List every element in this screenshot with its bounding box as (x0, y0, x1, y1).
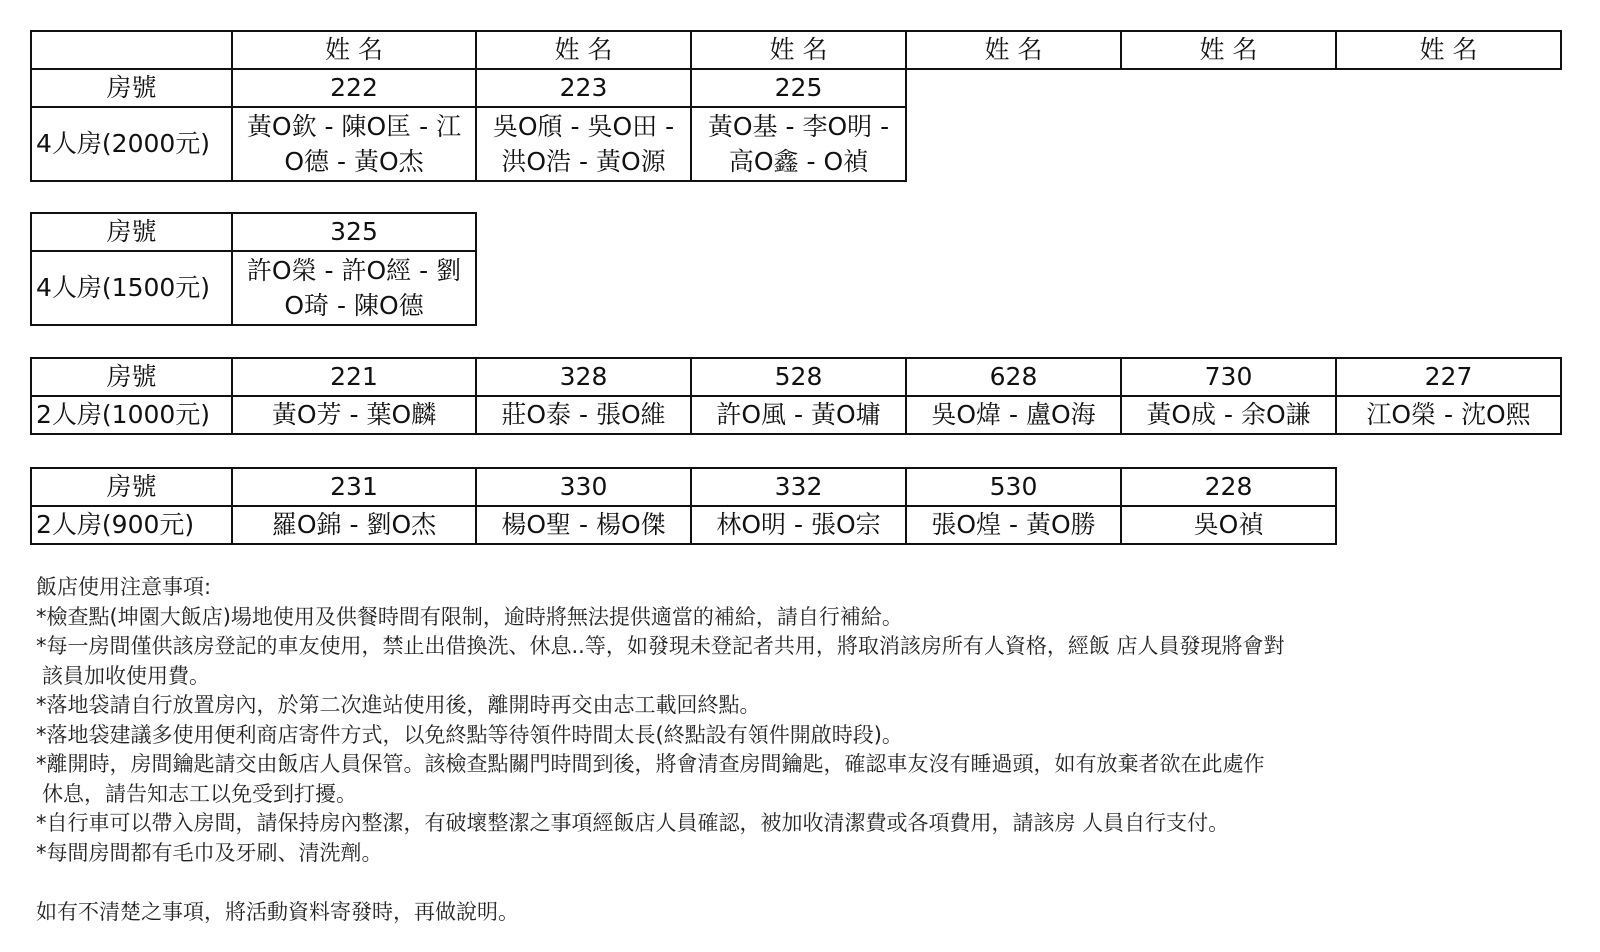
occupant-line: 洪O浩 - 黃O源 (501, 147, 666, 176)
room-number-row (31, 468, 1336, 506)
name-header: 姓 名 (691, 31, 906, 69)
room-table-4p-1500 (30, 212, 477, 326)
occupant-line: 黃O基 - 李O明 - (707, 112, 890, 141)
occupant-line: 吳O頎 - 吳O田 - (492, 112, 675, 141)
occupant-names: 許O風 - 黃O墉 (691, 396, 906, 434)
occupant-names: 羅O錦 - 劉O杰 (232, 506, 476, 544)
occupant-line: O琦 - 陳O德 (284, 291, 424, 320)
room-table-2p-900 (30, 467, 1337, 545)
room-label: 房號 (31, 213, 232, 251)
note-line: *檢查點(坤園大飯店)場地使用及供餐時間有限制，逾時將無法提供適當的補給，請自行補給。 (36, 604, 903, 629)
occupant-row (31, 107, 1561, 181)
note-line: *落地袋請自行放置房內，於第二次進站使用後，離開時再交由志工載回終點。 (36, 693, 761, 717)
occupant-names (476, 107, 691, 181)
room-number-row (31, 213, 476, 251)
room-label: 房號 (31, 358, 232, 396)
occupant-names: 江O榮 - 沈O熙 (1336, 396, 1561, 434)
room-label: 房號 (31, 468, 232, 506)
occupant-names: 黃O芳 - 葉O麟 (232, 396, 476, 434)
name-header-row (31, 31, 1561, 69)
room-table-2p-1000 (30, 357, 1562, 435)
room-number-row (31, 69, 1561, 107)
note-line: *離開時，房間鑰匙請交由飯店人員保管。該檢查點關門時間到後，將會清查房間鑰匙，確認車友沒有睡過頭，如有放棄者欲在此處作 (36, 752, 1265, 776)
occupant-names: 莊O泰 - 張O維 (476, 396, 691, 434)
room-number: 530 (906, 468, 1121, 506)
note-line: *自行車可以帶入房間，請保持房內整潔，有破壞整潔之事項經飯店人員確認，被加收清潔費或各項費用，請該房 人員自行支付。 (36, 811, 1230, 835)
room-number: 325 (232, 213, 476, 251)
room-type-label: 4人房(1500元) (31, 251, 232, 325)
room-number: 223 (476, 69, 691, 107)
room-number: 225 (691, 69, 906, 107)
name-header: 姓 名 (476, 31, 691, 69)
room-type-label: 4人房(2000元) (31, 107, 232, 181)
occupant-names: 吳O煒 - 盧O海 (906, 396, 1121, 434)
name-header: 姓 名 (232, 31, 476, 69)
room-label: 房號 (31, 69, 232, 107)
occupant-line: 許O榮 - 許O經 - 劉 (246, 256, 462, 285)
hotel-notes (36, 573, 1566, 927)
room-type-label: 2人房(1000元) (31, 396, 232, 434)
notes-title: 飯店使用注意事項: (36, 575, 212, 599)
room-type-label: 2人房(900元) (31, 506, 232, 544)
occupant-names: 張O煌 - 黃O勝 (906, 506, 1121, 544)
occupant-names (691, 107, 906, 181)
room-number: 231 (232, 468, 476, 506)
spacer (36, 868, 1566, 898)
occupant-names (232, 107, 476, 181)
occupant-line: 高O鑫 - O禎 (728, 147, 869, 176)
occupant-row (31, 506, 1336, 544)
room-number-row (31, 358, 1561, 396)
occupant-names: 黃O成 - 余O謙 (1121, 396, 1336, 434)
header-corner (31, 31, 232, 69)
occupant-row (31, 251, 476, 325)
note-line: *每間房間都有毛巾及牙刷、清洗劑。 (36, 840, 383, 865)
occupant-line: O德 - 黃O杰 (284, 147, 424, 176)
occupant-names: 林O明 - 張O宗 (691, 506, 906, 544)
room-number: 528 (691, 358, 906, 396)
note-line: 休息，請告知志工以免受到打擾。 (42, 781, 357, 806)
occupant-line: 黃O欽 - 陳O匡 - 江 (246, 112, 462, 141)
room-number: 328 (476, 358, 691, 396)
room-number: 221 (232, 358, 476, 396)
room-number: 730 (1121, 358, 1336, 396)
occupant-names: 楊O聖 - 楊O傑 (476, 506, 691, 544)
room-number: 228 (1121, 468, 1336, 506)
name-header: 姓 名 (906, 31, 1121, 69)
room-number: 628 (906, 358, 1121, 396)
occupant-names (232, 251, 476, 325)
room-number: 222 (232, 69, 476, 107)
room-number: 227 (1336, 358, 1561, 396)
notes-closing: 如有不清楚之事項，將活動資料寄發時，再做說明。 (36, 899, 519, 924)
note-line: 該員加收使用費。 (42, 663, 210, 688)
room-number: 330 (476, 468, 691, 506)
room-number: 332 (691, 468, 906, 506)
note-line: *落地袋建議多使用便利商店寄件方式，以免終點等待領件時間太長(終點設有領件開啟時段)。 (36, 722, 903, 747)
note-line: *每一房間僅供該房登記的車友使用，禁止出借換洗、休息..等，如發現未登記者共用，將取消該房所有人資格，經飯 店人員發現將會對 (36, 634, 1285, 658)
name-header: 姓 名 (1121, 31, 1336, 69)
room-table-4p-2000 (30, 30, 1562, 182)
occupant-row (31, 396, 1561, 434)
occupant-names: 吳O禎 (1121, 506, 1336, 544)
name-header: 姓 名 (1336, 31, 1561, 69)
